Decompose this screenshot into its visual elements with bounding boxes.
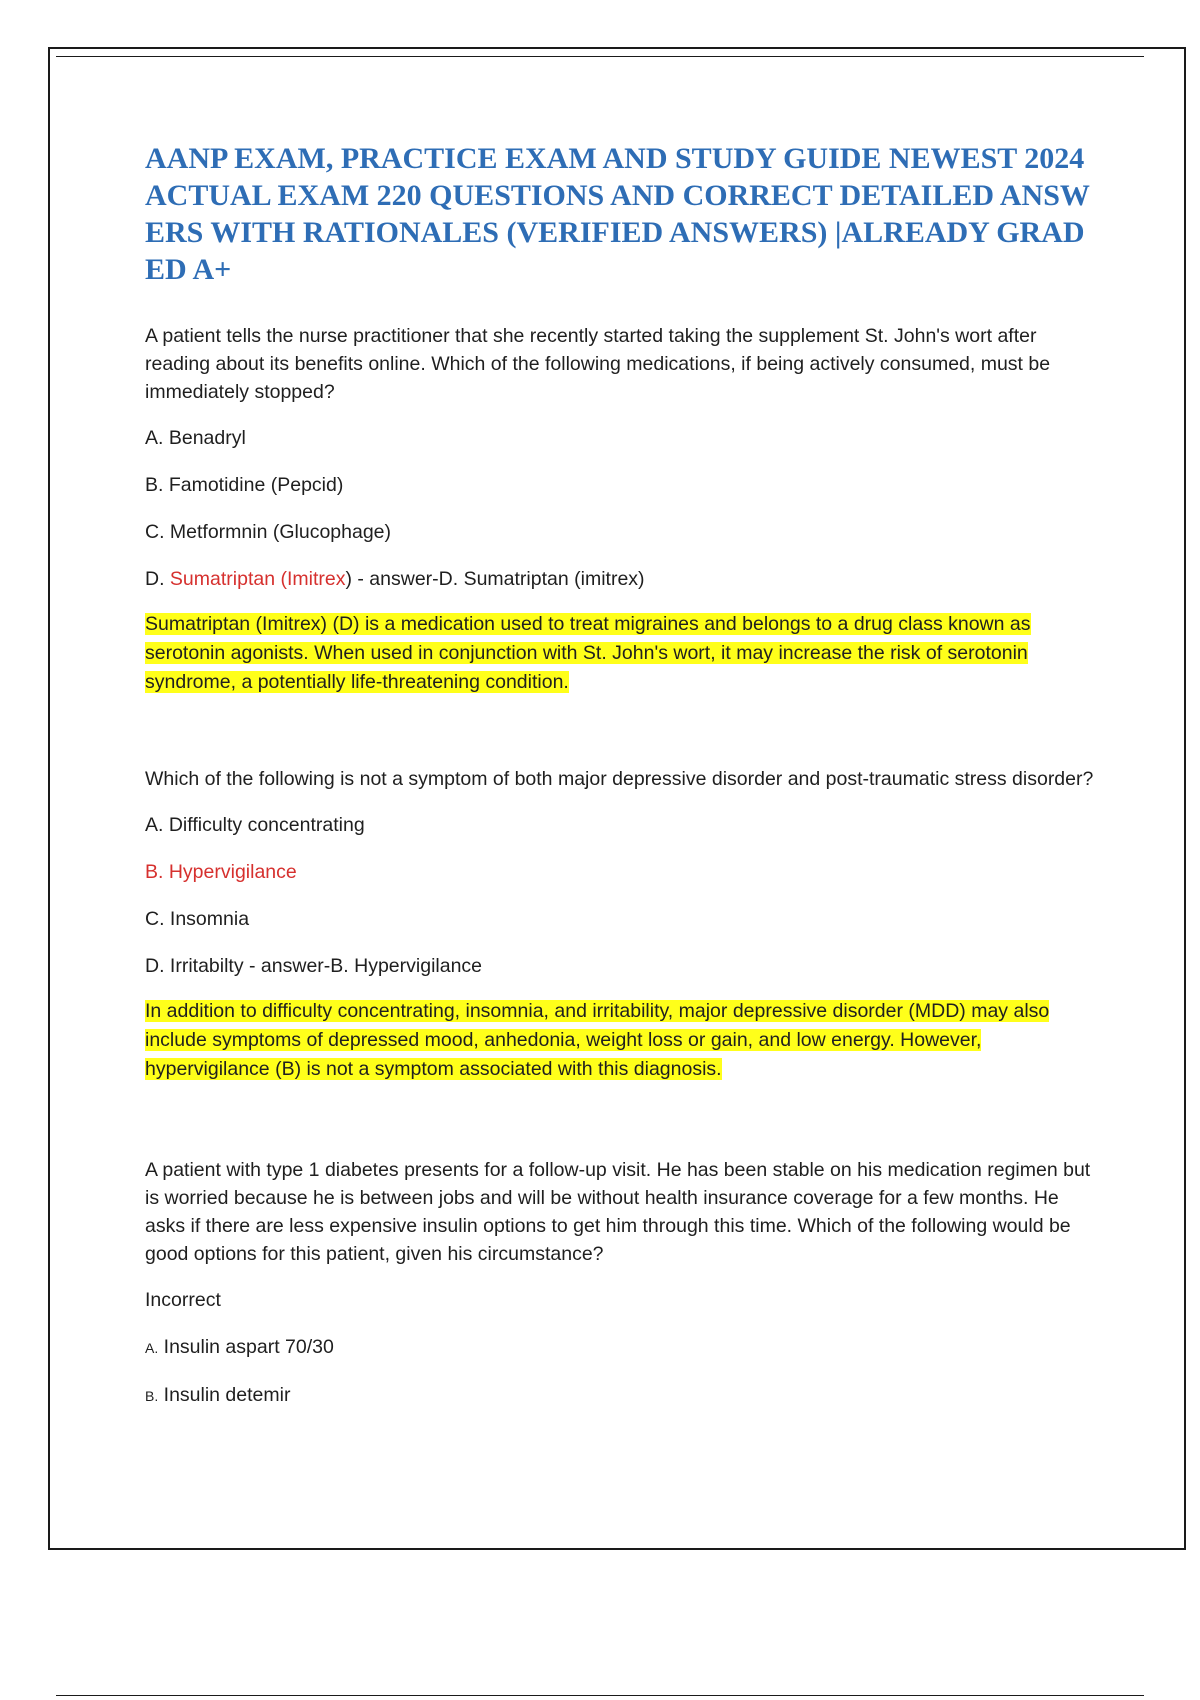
q2-option-b: B. Hypervigilance [145, 861, 297, 883]
q3-option-b-text: Insulin detemir [158, 1384, 291, 1406]
q1-option-b: B. Famotidine (Pepcid) [145, 474, 344, 496]
q3-option-b-letter: B. [145, 1388, 159, 1404]
question-3-text: A patient with type 1 diabetes presents for a follow-up visit. He has been stable on his medication regimen but is worried because he is between jobs and will be without health insurance coverage for a few months. He asks if there are less expensive insulin options to get him through this time. Which of the following would be good options for this patient, given his circumstance? [145, 1159, 1091, 1265]
q1-rationale [145, 610, 1095, 697]
q1-option-d [145, 565, 1095, 593]
q1-option-d-prefix: D. [145, 568, 170, 590]
question-2-text: Which of the following is not a symptom of both major depressive disorder and post-traumatic stress disorder? [145, 768, 1094, 790]
q3-option-a-text: Insulin aspart 70/30 [158, 1336, 334, 1358]
spacer [145, 697, 1095, 765]
q2-option-d: D. Irritabilty - answer-B. Hypervigilance [145, 955, 483, 977]
bottom-rule [56, 1695, 1144, 1696]
q2-option-c: C. Insomnia [145, 908, 250, 930]
q1-option-c: C. Metformnin (Glucophage) [145, 521, 392, 543]
q1-option-d-highlight: Sumatriptan (Imitrex [169, 568, 346, 590]
q3-option-a [145, 1333, 1095, 1362]
document-title: AANP EXAM, PRACTICE EXAM AND STUDY GUIDE NEWEST 2024 ACTUAL EXAM 220 QUESTIONS AND CORRECT DETAILED ANSWERS WITH RATIONALES (VERIFIED ANSWERS) |ALREADY GRADED A+ [145, 142, 1090, 286]
q1-rationale-text: Sumatriptan (Imitrex) (D) is a medication used to treat migraines and belongs to a drug class known as serotonin agonists. When used in conjunction with St. John's wort, it may increase the risk of serotonin syndrome, a potentially life-threatening condition. [145, 613, 1031, 693]
q2-option-a: A. Difficulty concentrating [145, 814, 365, 836]
q1-option-d-answer: ) - answer-D. Sumatriptan (imitrex) [345, 568, 645, 590]
document-body [145, 140, 1095, 1429]
question-1-text: A patient tells the nurse practitioner that she recently started taking the supplement St. John's wort after reading about its benefits online. Which of the following medications, if being actively consumed, must be immediately stopped? [145, 325, 1051, 403]
q3-option-a-letter: A. [145, 1340, 159, 1356]
q3-status: Incorrect [145, 1289, 221, 1311]
q2-rationale [145, 997, 1095, 1084]
q3-option-b [145, 1381, 1095, 1410]
top-rule [56, 56, 1144, 57]
spacer [145, 1084, 1095, 1156]
q1-option-a: A. Benadryl [145, 427, 246, 449]
q2-rationale-text: In addition to difficulty concentrating, insomnia, and irritability, major depressive disorder (MDD) may also include symptoms of depressed mood, anhedonia, weight loss or gain, and low energy. However, hypervigilance (B) is not a symptom associated with this diagnosis. [145, 1000, 1050, 1080]
